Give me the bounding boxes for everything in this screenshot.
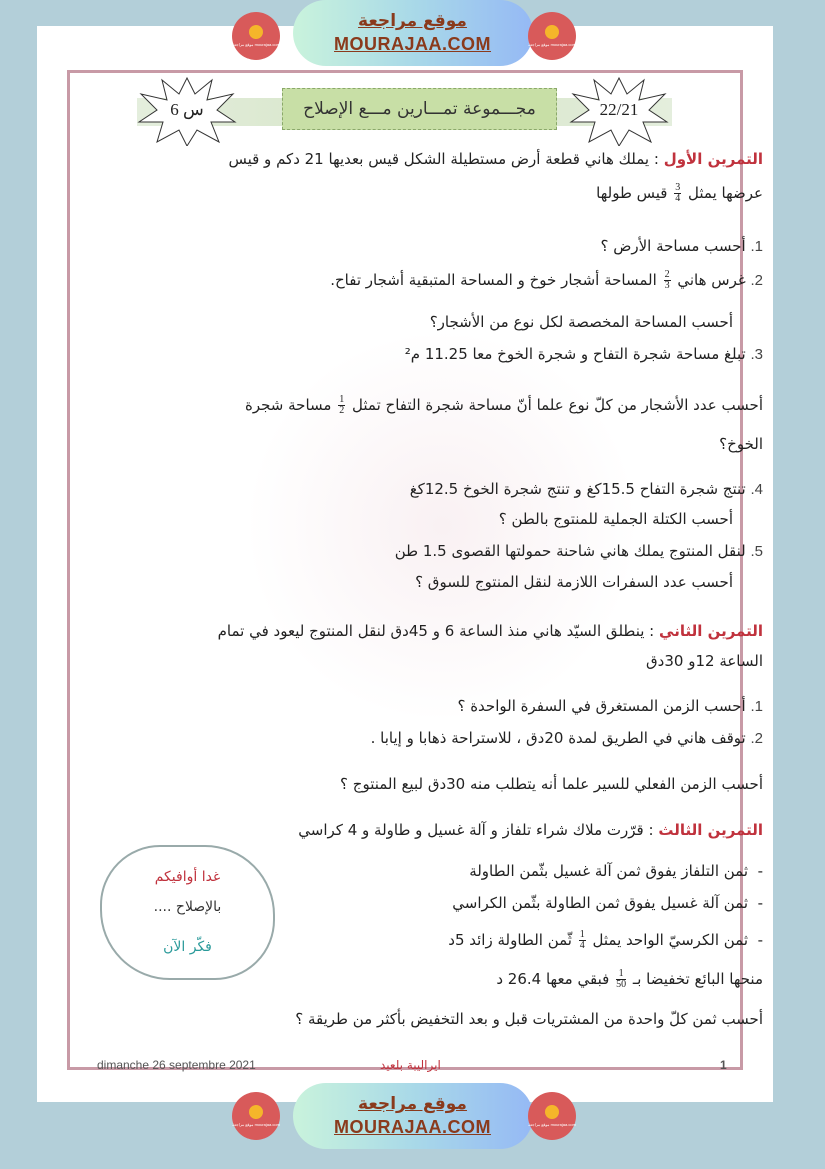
school-year: 22/21: [599, 100, 639, 119]
exercise2-q3: أحسب الزمن الفعلي للسير علما أنه يتطلب منه 30دق لبيع المنتوج ؟: [340, 775, 763, 793]
exercise3-discount: منحها البائع تخفيضا بـ $\frac{1}{50}$ فبقي معها 26.4 د: [496, 968, 763, 990]
exercise1-q1: 1. أحسب مساحة الأرض ؟: [600, 237, 763, 255]
exercise1-q2: 2. غرس هاني $\frac{2}{3}$ المساحة أشجار خوخ و المساحة المتبقية أشجار تفاح.: [330, 269, 763, 291]
exercise3-bullet2: - ثمن آلة غسيل يفوق ثمن الطاولة بثّمن الكراسي: [452, 894, 763, 912]
site-banner-bottom[interactable]: [293, 1083, 533, 1149]
fraction: $\frac{1}{50}$: [616, 968, 627, 990]
exercise1-q3-line2: أحسب عدد الأشجار من كلّ نوع علما أنّ مساحة شجرة التفاح تمثل $\frac{1}{2}$ مساحة شجرة: [244, 394, 763, 416]
fraction: $\frac{2}{3}$: [664, 269, 670, 291]
banner-arabic[interactable]: موقع مراجعة: [358, 1094, 467, 1114]
page-title: مجـــموعة تمـــارين مـــع الإصلاح: [282, 88, 557, 130]
logo-book-icon: [545, 1105, 559, 1119]
logo-book-icon: [249, 1105, 263, 1119]
exercise2-q1: 1. أحسب الزمن المستغرق في السفرة الواحدة ؟: [457, 697, 763, 715]
exercise1-intro: التمرين الأول : يملك هاني قطعة أرض مستطيلة الشكل قيس بعديها 21 دكم و قيس: [228, 150, 763, 168]
fraction: $\frac{1}{4}$: [579, 929, 585, 951]
cloud-line-2: بالإصلاح ....: [153, 899, 222, 915]
exercise2-intro: التمرين الثاني : ينطلق السيّد هاني منذ الساعة 6 و 45دق لنقل المنتوج ليعود في تمام: [217, 622, 763, 640]
thought-cloud: [100, 845, 275, 980]
logo-caption: موقع مراجعة mourajaa.com: [232, 42, 280, 47]
exercise2-q2: 2. توقف هاني في الطريق لمدة 20دق ، للاستراحة ذهابا و إيابا .: [370, 729, 763, 747]
cloud-line-3: فكّر الآن: [163, 939, 212, 955]
worksheet-header: [137, 84, 672, 142]
exercise3-bullet1: - ثمن التلفاز يفوق ثمن آلة غسيل بثّمن الطاولة: [469, 862, 763, 880]
site-logo-right[interactable]: [528, 12, 576, 60]
site-banner-top[interactable]: [293, 0, 533, 66]
banner-latin[interactable]: MOURAJAA.COM: [334, 1117, 491, 1137]
logo-caption: موقع مراجعة mourajaa.com: [528, 42, 576, 47]
exercise3-label: التمرين الثالث: [658, 821, 763, 839]
sheet-number: س 6: [170, 100, 204, 119]
exercise3-bullet3: - ثمن الكرسيّ الواحد يمثل $\frac{1}{4}$ ثّمن الطاولة زائد 5د: [448, 929, 763, 951]
logo-book-icon: [249, 25, 263, 39]
exercise1-q4-line2: أحسب الكتلة الجملية للمنتوج بالطن ؟: [498, 510, 733, 528]
exercise1-intro-2: عرضها يمثل $\frac{3}{4}$ قيس طولها: [596, 182, 763, 204]
banner-arabic[interactable]: موقع مراجعة: [358, 11, 467, 31]
exercise1-q4: 4. تنتج شجرة التفاح 15.5كغ و تنتج شجرة الخوخ 12.5كغ: [409, 480, 763, 498]
exercise1-q2-line2: أحسب المساحة المخصصة لكل نوع من الأشجار؟: [429, 313, 733, 331]
exercise1-q3: 3. تبلغ مساحة شجرة التفاح و شجرة الخوخ معا 11.25 م²: [404, 345, 763, 363]
exercise1-q5: 5. لنقل المنتوج يملك هاني شاحنة حمولتها القصوى 1.5 طن: [394, 542, 763, 560]
footer-date: dimanche 26 septembre 2021: [97, 1058, 256, 1072]
logo-book-icon: [545, 25, 559, 39]
logo-caption: موقع مراجعة mourajaa.com: [232, 1122, 280, 1127]
site-logo-right-bottom[interactable]: [528, 1092, 576, 1140]
exercise3-final-question: أحسب ثمن كلّ واحدة من المشتريات قبل و بعد التخفيض بأكثر من طريقة ؟: [295, 1010, 763, 1028]
left-star-badge: [137, 76, 237, 146]
site-logo-left[interactable]: [232, 12, 280, 60]
cloud-line-1: غدا أوافيكم: [154, 869, 221, 885]
exercise1-q3-line3: الخوخ؟: [719, 435, 763, 453]
exercise1-q5-line2: أحسب عدد السفرات اللازمة لنقل المنتوج للسوق ؟: [415, 573, 733, 591]
right-star-badge: [569, 76, 669, 146]
exercise2-label: التمرين الثاني: [659, 622, 763, 640]
site-logo-left-bottom[interactable]: [232, 1092, 280, 1140]
fraction: $\frac{1}{2}$: [339, 394, 345, 416]
exercise3-intro: التمرين الثالث : قرّرت ملاك شراء تلفاز و آلة غسيل و طاولة و 4 كراسي: [298, 821, 763, 839]
logo-caption: موقع مراجعة mourajaa.com: [528, 1122, 576, 1127]
fraction: $\frac{3}{4}$: [675, 182, 681, 204]
footer-author: ايراليبة بلعيد: [380, 1058, 441, 1072]
banner-latin[interactable]: MOURAJAA.COM: [334, 34, 491, 54]
page-number: 1: [720, 1058, 727, 1072]
exercise1-label: التمرين الأول: [663, 150, 763, 168]
exercise2-intro-2: الساعة 12و 30دق: [646, 652, 763, 670]
